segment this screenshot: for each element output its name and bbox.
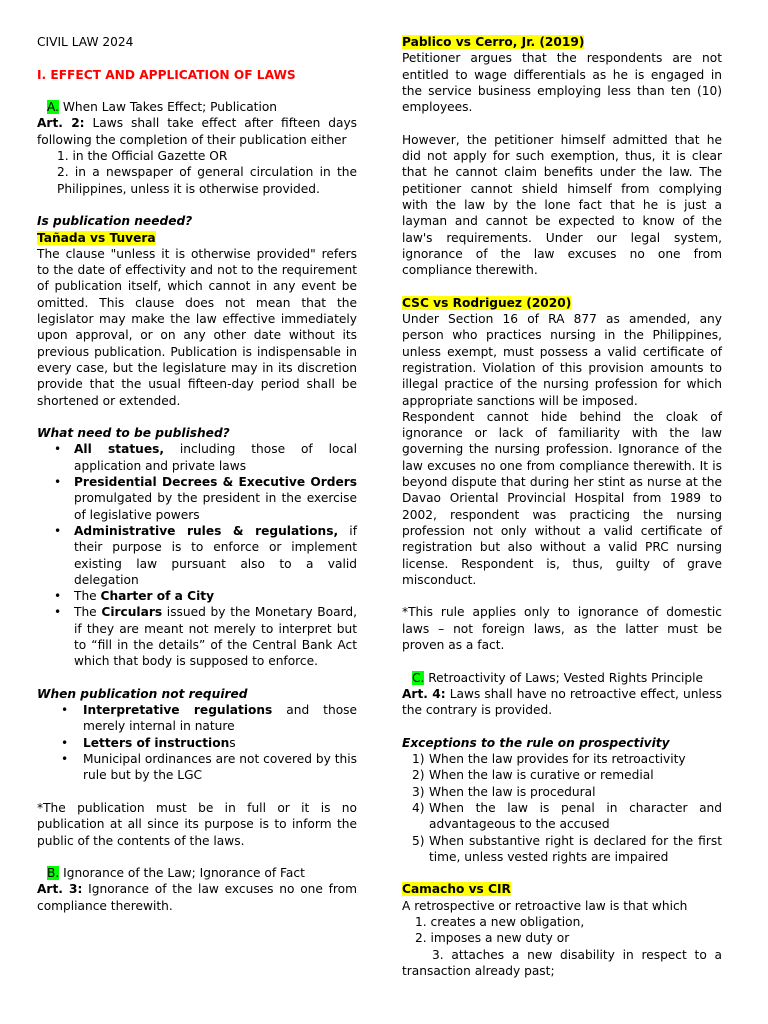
bullet-icon: •: [54, 523, 62, 538]
case-pablico: Pablico vs Cerro, Jr. (2019): [402, 35, 585, 49]
list-item: 5) When substantive right is declared for the first time, unless vested rights are impaired: [412, 833, 722, 864]
art2-paragraph: [37, 115, 357, 148]
bullet-icon: •: [61, 752, 69, 767]
list-item: • Administrative rules & regulations, if their purpose is to enforce or implement existing law pursuant also to a valid delegation: [54, 523, 357, 587]
art2-item: 1. in the Official Gazette OR: [57, 149, 228, 164]
question-not-required: When publication not required: [37, 686, 248, 701]
bullet-icon: •: [61, 703, 69, 718]
subsection-c-letter: C.: [412, 670, 425, 685]
art2-text: Laws shall take effect after fifteen days following the completion of their publication either: [37, 116, 358, 147]
camacho-item-3: 3. attaches a new disability in respect to a transaction already past;: [402, 947, 722, 978]
bullet-icon: •: [54, 605, 62, 620]
art4-text: Laws shall have no retroactive effect, unless the contrary is provided.: [402, 686, 722, 718]
bullet-icon: •: [54, 589, 62, 604]
list-item: • Presidential Decrees & Executive Orders promulgated by the president in the exercise of legislative powers: [54, 475, 357, 522]
list-item: 1. creates a new obligation,: [415, 915, 585, 930]
list-item: 3) When the law is procedural: [412, 784, 596, 799]
note-publication: *The publication must be in full or it is no publication at all since its purpose is to inform the public of the contents of the laws.: [37, 800, 357, 848]
csc-p1: Under Section 16 of RA 877 as amended, any person who practices nursing in the Philippines, unless exempt, must possess a valid certificate of registration. Violation of this provision amounts to illegal practice of the nursing profession for which appropriate sanctions will be imposed.: [402, 312, 722, 408]
subsection-b-heading: [37, 865, 357, 881]
list-item: 2. imposes a new duty or: [415, 931, 570, 946]
subsection-c-heading: [402, 670, 722, 686]
art3-text: Ignorance of the law excuses no one from compliance therewith.: [37, 882, 358, 913]
list-item: • Interpretative regulations and those merely internal in nature: [61, 703, 357, 734]
list-item: • Municipal ordinances are not covered by this rule but by the LGC: [61, 752, 357, 783]
bullet-icon: •: [54, 442, 62, 457]
list-item: 1) When the law provides for its retroactivity: [412, 752, 686, 767]
art3-label: Art. 3:: [37, 882, 83, 897]
case-tanada: Tañada vs Tuvera: [37, 230, 156, 245]
subsection-c-title: Retroactivity of Laws; Vested Rights Principle: [428, 670, 704, 685]
art4-label: Art. 4:: [402, 686, 446, 701]
section-heading: I. EFFECT AND APPLICATION OF LAWS: [37, 67, 296, 82]
art2-list: [37, 148, 357, 197]
tanada-text: The clause "unless it is otherwise provided" refers to the date of effectivity and not to the requirement of publication itself, which cannot in any event be omitted. This clause does not mean that the legislator may make the law effective immediately upon approval, or on any other date without its previous publication. Publication is indispensable in every case, but the legislature may in its discretion provide that the usual fifteen-day period shall be shortened or extended.: [37, 246, 357, 408]
not-required-list: [37, 702, 357, 783]
exceptions-list: [402, 751, 722, 865]
published-list: [37, 441, 357, 669]
pablico-p1: Petitioner argues that the respondents are not entitled to wage differentials as he is engaged in the service business employing less than ten (10) employees.: [402, 51, 722, 115]
case-camacho: Camacho vs CIR: [402, 882, 511, 897]
art4-paragraph: [402, 686, 722, 719]
subsection-a-letter: A.: [47, 100, 59, 115]
list-item: • The Circulars issued by the Monetary Board, if they are meant not merely to interpret but to “fill in the details” of the Central Bank Act which that body is supposed to enforce.: [54, 605, 357, 669]
csc-p2: Respondent cannot hide behind the cloak of ignorance or lack of familiarity with the law governing the nursing profession. Ignorance of the law excuses no one from compliance therewith. It is beyond dispute that during her stint as nurse at the Davao Oriental Provincial Hospital from 1989 to 2002, respondent was practicing the nursing profession not only without a valid certificate of registration but also without a valid PRC nursing license. Respondent is, thus, guilty of grave misconduct.: [402, 409, 722, 587]
art2-item: 2. in a newspaper of general circulation in the Philippines, unless it is otherwise provided.: [57, 165, 357, 196]
left-column: [37, 34, 357, 914]
bullet-icon: •: [54, 475, 62, 490]
subsection-a-heading: [37, 99, 357, 115]
bullet-icon: •: [61, 735, 69, 750]
camacho-intro: A retrospective or retroactive law is that which: [402, 898, 688, 913]
question-what-published: What need to be published?: [37, 426, 230, 441]
question-publication-needed: Is publication needed?: [37, 214, 193, 229]
subsection-a-title: When Law Takes Effect; Publication: [62, 100, 278, 115]
subsection-b-title: Ignorance of the Law; Ignorance of Fact: [63, 866, 305, 881]
list-item: • The Charter of a City: [54, 589, 215, 604]
list-item: 4) When the law is penal in character and advantageous to the accused: [412, 800, 722, 832]
doc-title: CIVIL LAW 2024: [37, 35, 134, 49]
camacho-list: [402, 914, 722, 947]
case-csc: CSC vs Rodriguez (2020): [402, 295, 572, 310]
list-item: • Letters of instructions: [61, 735, 236, 750]
question-exceptions: Exceptions to the rule on prospectivity: [402, 735, 670, 750]
list-item: • All statues, including those of local application and private laws: [54, 442, 357, 473]
art2-label: Art. 2:: [37, 116, 85, 131]
subsection-b-letter: B.: [47, 866, 60, 881]
note-domestic: *This rule applies only to ignorance of domestic laws – not foreign laws, as the latter must be proven as a fact.: [402, 605, 722, 652]
right-column: [402, 34, 722, 979]
art3-paragraph: [37, 881, 357, 914]
list-item: 2) When the law is curative or remedial: [412, 768, 654, 783]
pablico-p2: However, the petitioner himself admitted that he did not apply for such exemption, thus, it is clear that he cannot claim benefits under the law. The petitioner cannot shield himself from complying with the law by the lone fact that he is just a layman and cannot be expected to know of the law's requirements. Under our legal system, ignorance of the law excuses no one from compliance therewith.: [402, 132, 722, 278]
